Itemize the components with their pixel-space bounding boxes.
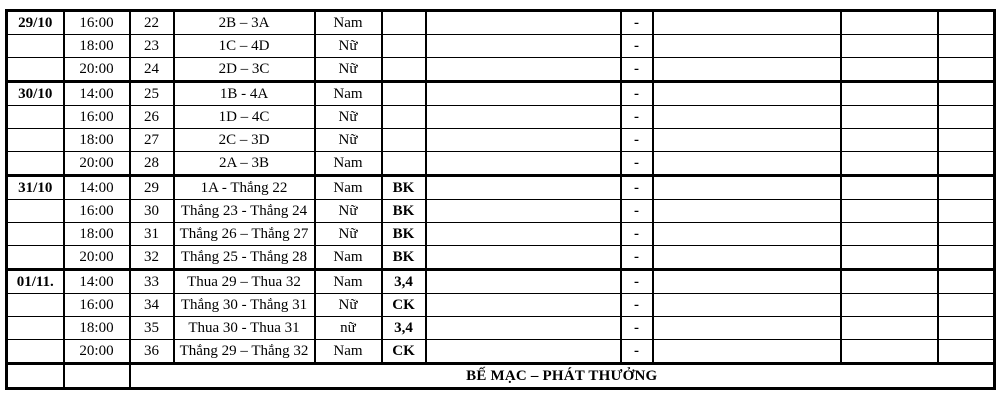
pairing-cell: Thắng 25 - Thắng 28 — [174, 246, 315, 270]
match-row — [7, 152, 995, 176]
time-cell: 16:00 — [64, 11, 130, 35]
empty-cell — [841, 82, 938, 106]
empty-cell — [938, 129, 995, 152]
time-cell: 20:00 — [64, 58, 130, 82]
stage-cell — [382, 11, 426, 35]
empty-cell — [938, 223, 995, 246]
score-dash-cell: - — [621, 340, 653, 364]
stage-cell: 3,4 — [382, 317, 426, 340]
match-row — [7, 223, 995, 246]
score-dash-cell: - — [621, 317, 653, 340]
time-cell: 18:00 — [64, 129, 130, 152]
gender-cell: Nữ — [315, 106, 382, 129]
gender-cell: nữ — [315, 317, 382, 340]
gender-cell: Nam — [315, 176, 382, 200]
match-number-cell: 23 — [130, 35, 174, 58]
stage-cell: BK — [382, 176, 426, 200]
pairing-cell: 2C – 3D — [174, 129, 315, 152]
stage-cell — [382, 58, 426, 82]
empty-note-cell — [653, 82, 841, 106]
empty-cell — [938, 58, 995, 82]
match-row — [7, 11, 995, 35]
empty-result-cell — [426, 176, 621, 200]
gender-cell: Nam — [315, 340, 382, 364]
match-row — [7, 246, 995, 270]
empty-cell — [841, 152, 938, 176]
date-cell — [7, 106, 64, 129]
gender-cell: Nam — [315, 82, 382, 106]
match-number-cell: 26 — [130, 106, 174, 129]
gender-cell: Nữ — [315, 35, 382, 58]
empty-result-cell — [426, 200, 621, 223]
empty-cell — [938, 11, 995, 35]
empty-result-cell — [426, 317, 621, 340]
score-dash-cell: - — [621, 82, 653, 106]
empty-note-cell — [653, 106, 841, 129]
date-cell: 01/11. — [7, 270, 64, 294]
empty-result-cell — [426, 35, 621, 58]
date-cell — [7, 200, 64, 223]
match-number-cell: 22 — [130, 11, 174, 35]
gender-cell: Nam — [315, 270, 382, 294]
empty-cell — [841, 129, 938, 152]
match-number-cell: 36 — [130, 340, 174, 364]
score-dash-cell: - — [621, 11, 653, 35]
empty-note-cell — [653, 58, 841, 82]
match-row — [7, 340, 995, 364]
score-dash-cell: - — [621, 35, 653, 58]
pairing-cell: Thắng 30 - Thắng 31 — [174, 294, 315, 317]
empty-note-cell — [653, 270, 841, 294]
empty-cell — [841, 294, 938, 317]
empty-cell — [841, 58, 938, 82]
time-cell: 14:00 — [64, 270, 130, 294]
empty-result-cell — [426, 58, 621, 82]
pairing-cell: 2A – 3B — [174, 152, 315, 176]
empty-cell — [841, 317, 938, 340]
pairing-cell: 2B – 3A — [174, 11, 315, 35]
score-dash-cell: - — [621, 270, 653, 294]
pairing-cell: 1A - Thắng 22 — [174, 176, 315, 200]
empty-result-cell — [426, 340, 621, 364]
empty-cell — [938, 317, 995, 340]
empty-note-cell — [653, 294, 841, 317]
time-cell: 16:00 — [64, 106, 130, 129]
gender-cell: Nam — [315, 246, 382, 270]
pairing-cell: 1D – 4C — [174, 106, 315, 129]
empty-result-cell — [426, 294, 621, 317]
score-dash-cell: - — [621, 129, 653, 152]
stage-cell — [382, 106, 426, 129]
empty-cell — [841, 106, 938, 129]
time-cell: 14:00 — [64, 176, 130, 200]
empty-result-cell — [426, 223, 621, 246]
empty-cell — [938, 246, 995, 270]
stage-cell — [382, 82, 426, 106]
empty-cell — [938, 152, 995, 176]
stage-cell: BK — [382, 246, 426, 270]
closing-ceremony-label: BẾ MẠC – PHÁT THƯỞNG — [130, 364, 995, 389]
date-cell — [7, 35, 64, 58]
match-row — [7, 200, 995, 223]
date-cell — [7, 294, 64, 317]
match-number-cell: 32 — [130, 246, 174, 270]
score-dash-cell: - — [621, 58, 653, 82]
empty-cell — [841, 223, 938, 246]
empty-note-cell — [653, 35, 841, 58]
pairing-cell: 1B - 4A — [174, 82, 315, 106]
empty-result-cell — [426, 270, 621, 294]
empty-cell — [938, 82, 995, 106]
empty-cell — [938, 340, 995, 364]
empty-cell — [938, 294, 995, 317]
empty-result-cell — [426, 11, 621, 35]
empty-cell — [938, 176, 995, 200]
empty-cell — [938, 270, 995, 294]
gender-cell: Nam — [315, 152, 382, 176]
empty-cell — [841, 340, 938, 364]
match-number-cell: 34 — [130, 294, 174, 317]
gender-cell: Nam — [315, 11, 382, 35]
empty-cell — [841, 270, 938, 294]
match-number-cell: 29 — [130, 176, 174, 200]
score-dash-cell: - — [621, 294, 653, 317]
pairing-cell: Thua 29 – Thua 32 — [174, 270, 315, 294]
tournament-schedule-table — [5, 9, 996, 390]
empty-cell — [841, 176, 938, 200]
match-row — [7, 106, 995, 129]
match-row — [7, 176, 995, 200]
match-row — [7, 317, 995, 340]
empty-note-cell — [653, 246, 841, 270]
match-number-cell: 27 — [130, 129, 174, 152]
time-cell: 18:00 — [64, 223, 130, 246]
time-cell: 20:00 — [64, 152, 130, 176]
closing-section — [7, 364, 995, 389]
score-dash-cell: - — [621, 200, 653, 223]
pairing-cell: Thắng 26 – Thắng 27 — [174, 223, 315, 246]
stage-cell: CK — [382, 340, 426, 364]
date-cell: 30/10 — [7, 82, 64, 106]
match-row — [7, 270, 995, 294]
empty-result-cell — [426, 82, 621, 106]
empty-result-cell — [426, 152, 621, 176]
stage-cell — [382, 35, 426, 58]
gender-cell: Nữ — [315, 294, 382, 317]
empty-cell — [841, 35, 938, 58]
match-row — [7, 129, 995, 152]
match-number-cell: 31 — [130, 223, 174, 246]
empty-result-cell — [426, 246, 621, 270]
score-dash-cell: - — [621, 246, 653, 270]
time-cell: 16:00 — [64, 294, 130, 317]
pairing-cell: Thắng 23 - Thắng 24 — [174, 200, 315, 223]
date-cell — [7, 246, 64, 270]
score-dash-cell: - — [621, 223, 653, 246]
pairing-cell: Thắng 29 – Thắng 32 — [174, 340, 315, 364]
date-cell — [7, 340, 64, 364]
gender-cell: Nữ — [315, 58, 382, 82]
empty-note-cell — [653, 129, 841, 152]
match-number-cell: 24 — [130, 58, 174, 82]
empty-result-cell — [426, 129, 621, 152]
time-cell: 14:00 — [64, 82, 130, 106]
empty-note-cell — [653, 152, 841, 176]
gender-cell: Nữ — [315, 200, 382, 223]
empty-cell — [841, 11, 938, 35]
time-cell: 16:00 — [64, 200, 130, 223]
date-cell — [7, 129, 64, 152]
pairing-cell: 2D – 3C — [174, 58, 315, 82]
match-row — [7, 82, 995, 106]
date-cell — [7, 223, 64, 246]
empty-cell — [938, 35, 995, 58]
match-row — [7, 35, 995, 58]
empty-time-cell — [64, 364, 130, 389]
stage-cell — [382, 129, 426, 152]
stage-cell: CK — [382, 294, 426, 317]
stage-cell: BK — [382, 223, 426, 246]
schedule-body — [7, 11, 995, 364]
empty-note-cell — [653, 340, 841, 364]
empty-cell — [841, 246, 938, 270]
pairing-cell: 1C – 4D — [174, 35, 315, 58]
match-number-cell: 28 — [130, 152, 174, 176]
empty-note-cell — [653, 200, 841, 223]
gender-cell: Nữ — [315, 223, 382, 246]
match-number-cell: 35 — [130, 317, 174, 340]
match-number-cell: 25 — [130, 82, 174, 106]
empty-date-cell — [7, 364, 64, 389]
empty-note-cell — [653, 176, 841, 200]
score-dash-cell: - — [621, 176, 653, 200]
match-number-cell: 33 — [130, 270, 174, 294]
date-cell: 29/10 — [7, 11, 64, 35]
empty-note-cell — [653, 11, 841, 35]
time-cell: 20:00 — [64, 340, 130, 364]
match-row — [7, 294, 995, 317]
stage-cell — [382, 152, 426, 176]
date-cell — [7, 317, 64, 340]
empty-note-cell — [653, 317, 841, 340]
stage-cell: BK — [382, 200, 426, 223]
closing-row — [7, 364, 995, 389]
score-dash-cell: - — [621, 106, 653, 129]
date-cell — [7, 58, 64, 82]
time-cell: 18:00 — [64, 317, 130, 340]
empty-cell — [938, 200, 995, 223]
empty-result-cell — [426, 106, 621, 129]
match-number-cell: 30 — [130, 200, 174, 223]
gender-cell: Nữ — [315, 129, 382, 152]
match-row — [7, 58, 995, 82]
score-dash-cell: - — [621, 152, 653, 176]
empty-cell — [938, 106, 995, 129]
empty-note-cell — [653, 223, 841, 246]
empty-cell — [841, 200, 938, 223]
date-cell: 31/10 — [7, 176, 64, 200]
time-cell: 20:00 — [64, 246, 130, 270]
time-cell: 18:00 — [64, 35, 130, 58]
stage-cell: 3,4 — [382, 270, 426, 294]
pairing-cell: Thua 30 - Thua 31 — [174, 317, 315, 340]
date-cell — [7, 152, 64, 176]
